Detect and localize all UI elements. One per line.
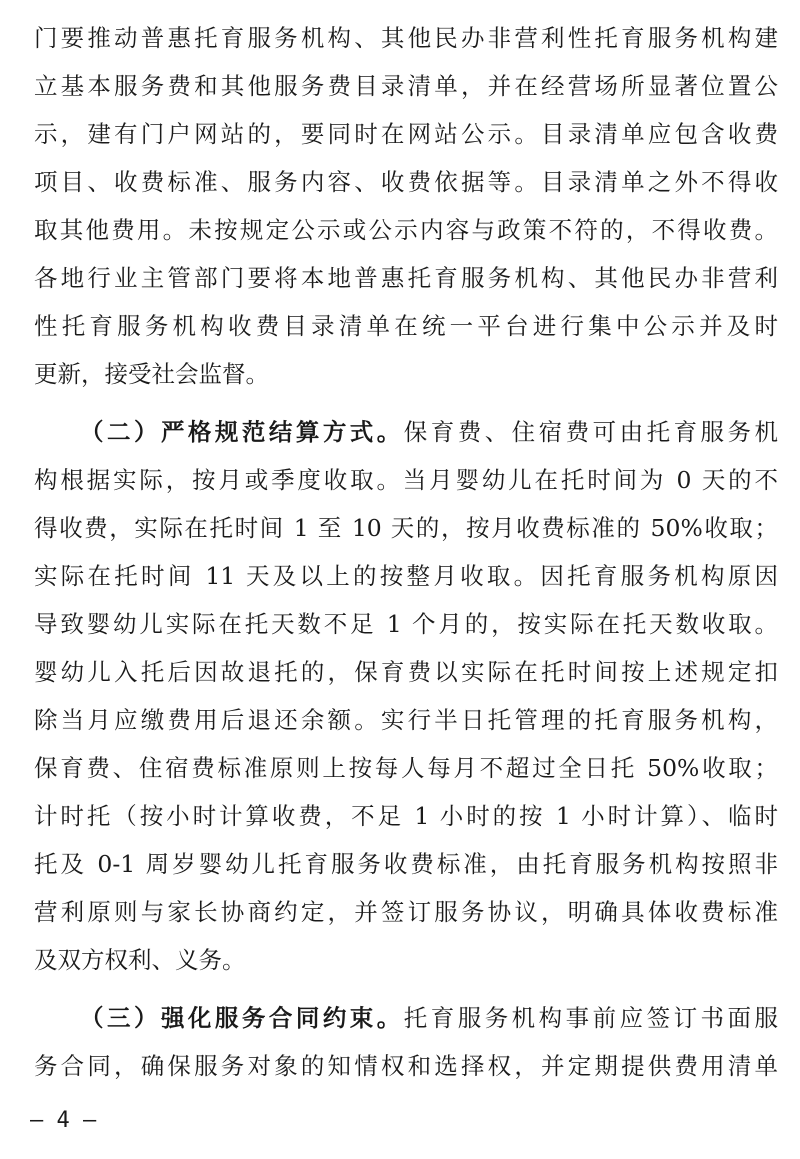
text-line: 营利原则与家长协商约定，并签订服务协议，明确具体收费标准 [34,898,778,926]
section-3-first-line-text: 托育服务机构事前应签订书面服 [403,1004,778,1032]
text-line: 更新，接受社会监督。 [34,360,269,388]
text-line: 示，建有门户网站的，要同时在网站公示。目录清单应包含收费 [34,120,778,148]
text-line: 及双方权利、义务。 [34,946,246,974]
text-line: 性托育服务机构收费目录清单在统一平台进行集中公示并及时 [34,312,778,340]
section-2-first-line-text: 保育费、住宿费可由托育服务机 [403,418,778,446]
text-line: 门要推动普惠托育服务机构、其他民办非营利性托育服务机构建 [34,24,778,52]
text-line: 实际在托时间 11 天及以上的按整月收取。因托育服务机构原因 [34,562,778,590]
text-line: 取其他费用。未按规定公示或公示内容与政策不符的，不得收费。 [34,216,778,244]
text-line: 婴幼儿入托后因故退托的，保育费以实际在托时间按上述规定扣 [34,658,778,686]
text-line: 得收费，实际在托时间 1 至 10 天的，按月收费标准的 50%收取； [34,514,778,542]
text-line: 项目、收费标准、服务内容、收费依据等。目录清单之外不得收 [34,168,778,196]
section-3-heading: （三）强化服务合同约束。 [80,1004,404,1032]
text-line: 除当月应缴费用后退还余额。实行半日托管理的托育服务机构， [34,706,778,734]
text-line: 保育费、住宿费标准原则上按每人每月不超过全日托 50%收取； [34,754,778,782]
text-line: 构根据实际，按月或季度收取。当月婴幼儿在托时间为 0 天的不 [34,466,778,494]
text-line: 计时托（按小时计算收费，不足 1 小时的按 1 小时计算）、临时 [34,802,778,830]
text-line: 各地行业主管部门要将本地普惠托育服务机构、其他民办非营利 [34,264,778,292]
text-line: 立基本服务费和其他服务费目录清单，并在经营场所显著位置公 [34,72,778,100]
section-3-first-line [80,998,778,1038]
text-line: 务合同，确保服务对象的知情权和选择权，并定期提供费用清单 [34,1052,778,1080]
section-2-heading: （二）严格规范结算方式。 [80,418,404,446]
text-line: 导致婴幼儿实际在托天数不足 1 个月的，按实际在托天数收取。 [34,610,778,638]
section-2-first-line [80,412,778,452]
page-number: — 4 — [30,1108,97,1133]
text-line: 托及 0-1 周岁婴幼儿托育服务收费标准，由托育服务机构按照非 [34,850,778,878]
